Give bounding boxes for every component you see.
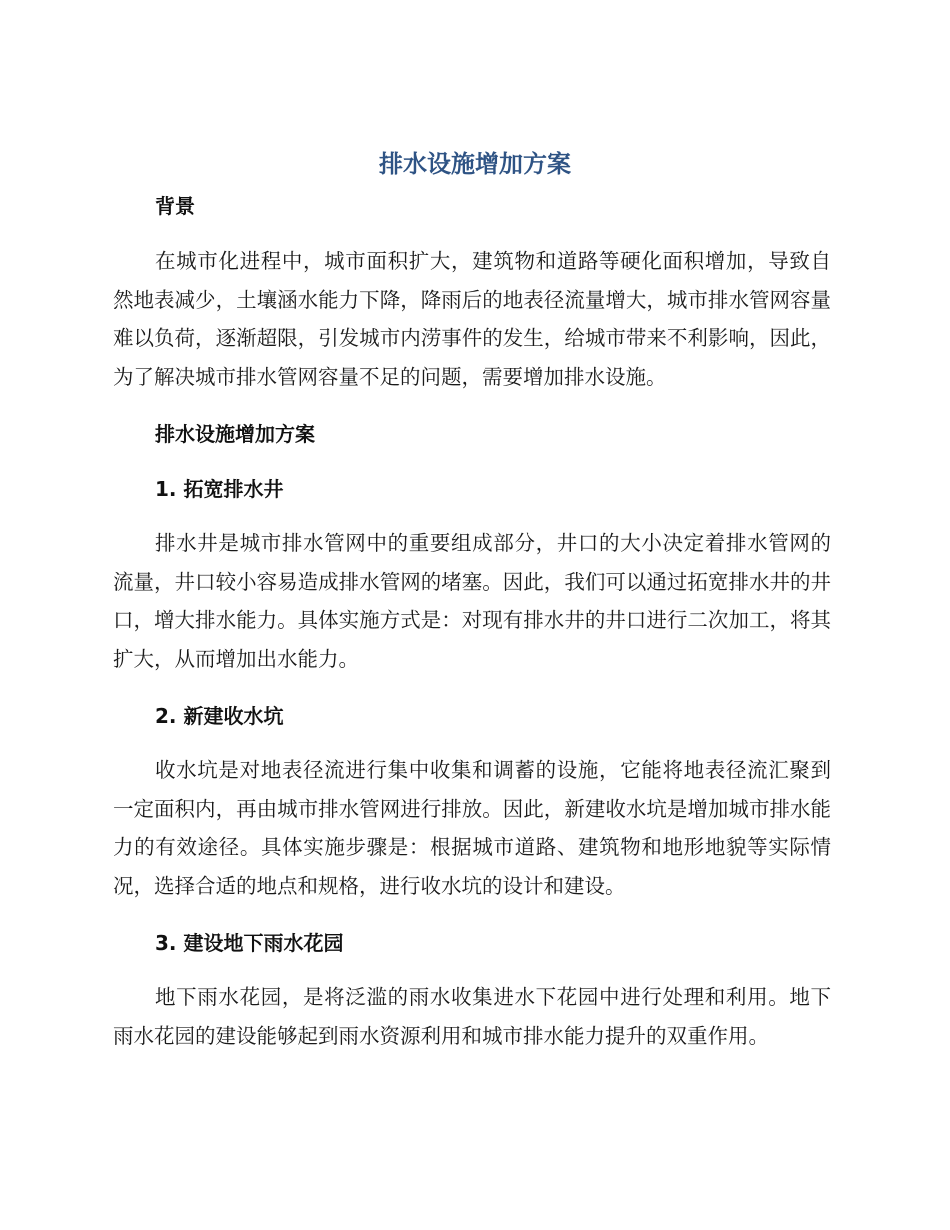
document-title: 排水设施增加方案 <box>379 150 571 178</box>
section-heading-plan: 排水设施增加方案 <box>155 422 315 446</box>
document-body <box>113 188 831 1055</box>
item-heading-underground-rain-garden: 3. 建设地下雨水花园 <box>155 931 344 955</box>
item-paragraph-new-collection-pit: 收水坑是对地表径流进行集中收集和调蓄的设施，它能将地表径流汇聚到一定面积内，再由城市排水管网进行排放。因此，新建收水坑是增加城市排水能力的有效途径。具体实施步骤是：根据城市道路、建筑物和地形地貌等实际情况，选择合适的地点和规格，进行收水坑的设计和建设。 <box>113 758 831 898</box>
background-paragraph: 在城市化进程中，城市面积扩大，建筑物和道路等硬化面积增加，导致自然地表减少，土壤涵水能力下降，降雨后的地表径流量增大，城市排水管网容量难以负荷，逐渐超限，引发城市内涝事件的发生，给城市带来不利影响，因此，为了解决城市排水管网容量不足的问题，需要增加排水设施。 <box>113 249 831 389</box>
item-paragraph-underground-rain-garden: 地下雨水花园，是将泛滥的雨水收集进水下花园中进行处理和利用。地下雨水花园的建设能够起到雨水资源利用和城市排水能力提升的双重作用。 <box>113 985 831 1048</box>
item-paragraph-widen-drainage-well: 排水井是城市排水管网中的重要组成部分，井口的大小决定着排水管网的流量，井口较小容易造成排水管网的堵塞。因此，我们可以通过拓宽排水井的井口，增大排水能力。具体实施方式是：对现有排水井的井口进行二次加工，将其扩大，从而增加出水能力。 <box>113 531 831 671</box>
item-heading-widen-drainage-well: 1. 拓宽排水井 <box>155 477 284 501</box>
section-heading-background: 背景 <box>155 194 195 218</box>
item-heading-new-collection-pit: 2. 新建收水坑 <box>155 704 284 728</box>
